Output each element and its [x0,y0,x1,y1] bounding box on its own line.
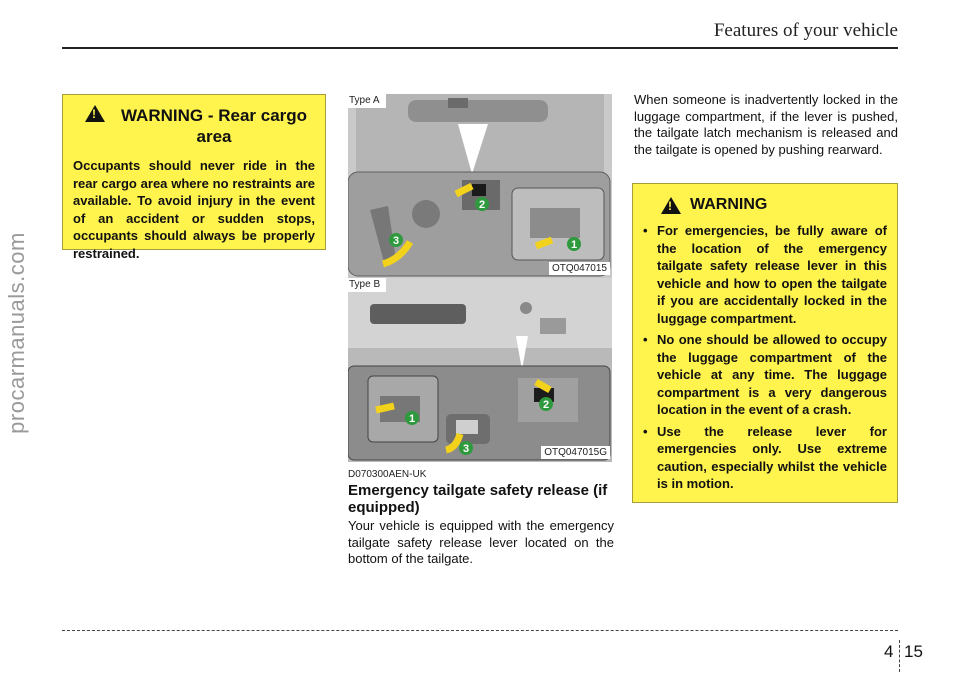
warning-header [85,105,315,147]
warning-triangle-icon [85,105,105,122]
section-heading: Emergency tailgate safety release (if equipped) [348,482,608,516]
figure-tag-a: Type A [348,94,386,108]
section-code: D070300AEN-UK [348,469,427,480]
warning-item: • For emergencies, be fully aware of the location of the emergency tailgate safety release lever in this vehicle and how to open the tailgate if you are accidentally locked in the luggage compartment. [643,222,887,327]
callout-3 [389,233,403,247]
right-column-text: When someone is inadvertently locked in the luggage compartment, if the lever is pushed, the tailgate latch mechanism is released and the tailgate is opened by pushing rearward. [634,92,898,157]
header-title: Features of your vehicle [713,20,898,41]
svg-text:3: 3 [392,235,400,247]
header-rule [62,47,898,49]
page-number: 15 [904,642,923,661]
warning-triangle-icon [661,197,681,214]
figure-type-b [348,278,612,462]
svg-text:2: 2 [478,199,486,211]
callout-1 [567,237,581,251]
warning-body: Occupants should never ride in the rear cargo area where no restraints are available. To avoid injury in the event of an accident or sudden stops, occupants should always be properly restrained. [73,158,315,261]
tailgate-illustration-b [348,278,612,462]
page-number-separator [899,640,900,672]
side-watermark: procarmanuals.com [4,232,29,434]
callout-3 [459,441,473,455]
warning-item: • Use the release lever for emergencies only. Use extreme caution, especially whilst the vehicle is in motion. [643,423,887,493]
svg-text:2: 2 [542,399,550,411]
chapter-number: 4 [884,642,894,661]
warning-item: • No one should be allowed to occupy the luggage compartment of the vehicle at any time. The luggage compartment is a very dangerous location in the event of a crash. [643,331,887,419]
callout-1 [405,411,419,425]
figure-code-b: OTQ047015G [541,446,610,459]
warning-title: WARNING [690,196,768,213]
warning-box-emergency [632,183,898,503]
warning-title: WARNING - Rear cargo area [120,106,308,146]
tailgate-illustration-a [348,94,612,278]
figure-type-a [348,94,612,278]
svg-text:1: 1 [408,413,416,425]
svg-text:1: 1 [570,239,578,251]
callout-2 [475,197,489,211]
warning-box-cargo [62,94,326,261]
svg-text:3: 3 [462,443,470,455]
section-body: Your vehicle is equipped with the emergency tailgate safety release lever located on the bottom of the tailgate. [348,518,614,566]
warning-header [661,196,887,214]
warning-list [643,222,887,493]
figure-code-a: OTQ047015 [549,262,610,275]
callout-2 [539,397,553,411]
footer-rule [62,630,898,631]
figure-tag-b: Type B [348,278,386,292]
